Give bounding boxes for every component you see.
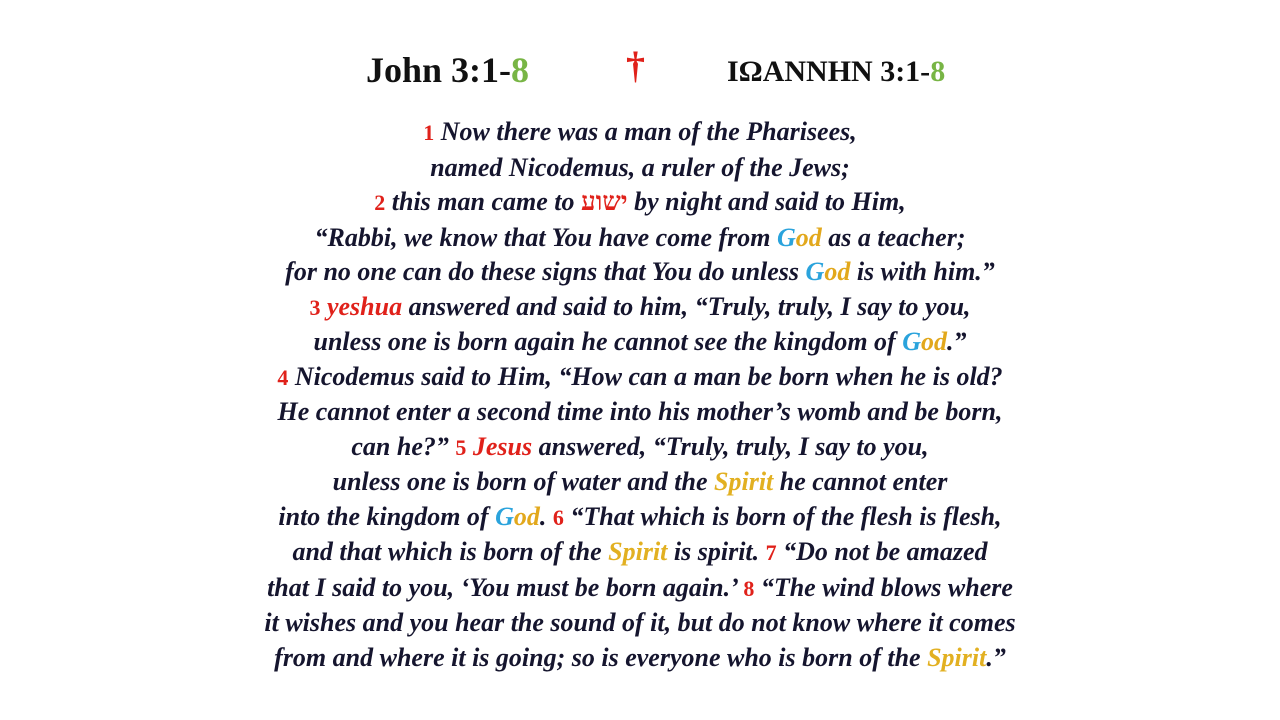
verse-number: 1 xyxy=(423,120,435,145)
title-english-end: 8 xyxy=(511,50,530,90)
passage-text: by night and said to Him, xyxy=(627,187,906,216)
passage-text: He cannot enter a second time into his mother’s womb and be born, xyxy=(277,397,1003,426)
god-word: God xyxy=(902,327,947,356)
passage-text: that I said to you, ‘You must be born again.’ xyxy=(267,572,744,602)
passage-text: is spirit. xyxy=(667,537,766,566)
passage-line-8 xyxy=(0,360,1280,396)
passage-text: answered, “Truly, truly, I say to you, xyxy=(532,431,929,461)
cross-icon: † xyxy=(626,45,645,87)
passage-text: unless one is born of water and the xyxy=(332,467,715,496)
passage-line-16 xyxy=(0,641,1280,676)
hebrew-name: ישוע xyxy=(581,187,628,216)
passage-text: .” xyxy=(946,327,967,356)
passage-line-13 xyxy=(0,535,1280,571)
passage-line-6 xyxy=(0,290,1280,326)
passage-text: unless one is born again he cannot see the kingdom of xyxy=(313,327,903,356)
passage-line-5 xyxy=(0,255,1280,290)
passage-text: he cannot enter xyxy=(773,467,948,496)
passage-text: Nicodemus said to Him, “How can a man be born when he is old? xyxy=(288,361,1003,391)
passage-line-10 xyxy=(0,430,1280,466)
passage-text: as a teacher; xyxy=(821,222,966,252)
verse-number: 8 xyxy=(743,575,755,601)
verse-number: 3 xyxy=(309,294,321,320)
spirit-word: Spirit xyxy=(608,537,668,566)
passage-text: from and where it is going; so is everyone who is born of the xyxy=(274,642,928,672)
god-word: God xyxy=(805,257,851,286)
passage-text: .” xyxy=(986,642,1006,672)
yeshua-name: yeshua xyxy=(320,291,403,321)
passage-text: for no one can do these signs that You do unless xyxy=(285,257,806,286)
title-greek-text: ΙΩΑΝΝΗΝ 3:1- xyxy=(727,55,931,88)
passage-text: it wishes and you hear the sound of it, but do not know where it comes xyxy=(264,608,1016,637)
passage-text: is with him.” xyxy=(850,257,995,286)
verse-number: 2 xyxy=(374,190,386,215)
passage-line-4 xyxy=(0,221,1280,256)
passage-line-11 xyxy=(0,465,1280,500)
passage-text: into the kingdom of xyxy=(278,501,496,531)
passage-line-7 xyxy=(0,325,1280,360)
passage-text: named Nicodemus, a ruler of the Jews; xyxy=(430,152,850,182)
spirit-word: Spirit xyxy=(714,467,774,496)
title-greek xyxy=(727,52,945,92)
scripture-passage xyxy=(0,115,1280,675)
passage-line-14 xyxy=(0,571,1280,607)
verse-number: 4 xyxy=(277,364,289,390)
passage-text: and that which is born of the xyxy=(292,537,609,566)
god-word: God xyxy=(777,222,822,252)
verse-number: 7 xyxy=(765,540,777,565)
passage-text: “Rabbi, we know that You have come from xyxy=(314,222,777,252)
jesus-name: Jesus xyxy=(466,431,533,461)
passage-text: “The wind blows where xyxy=(754,572,1013,602)
title-english xyxy=(366,48,529,92)
passage-text: this man came to xyxy=(385,187,582,216)
verse-number: 6 xyxy=(552,504,564,530)
spirit-word: Spirit xyxy=(927,642,987,672)
passage-line-2 xyxy=(0,151,1280,186)
passage-text: Now there was a man of the Pharisees, xyxy=(434,117,857,146)
passage-line-9 xyxy=(0,395,1280,430)
passage-text: . xyxy=(539,501,553,531)
title-english-text: John 3:1- xyxy=(366,50,512,90)
god-word: God xyxy=(495,501,540,531)
header xyxy=(0,45,1280,98)
passage-text: can he?” xyxy=(351,431,456,461)
passage-line-1 xyxy=(0,115,1280,151)
passage-text: “Do not be amazed xyxy=(776,537,988,566)
verse-number: 5 xyxy=(455,434,467,460)
passage-line-15 xyxy=(0,606,1280,641)
passage-text: answered and said to him, “Truly, truly, I say to you, xyxy=(402,291,971,321)
passage-text: “That which is born of the flesh is flesh, xyxy=(563,501,1002,531)
passage-line-12 xyxy=(0,500,1280,536)
passage-line-3 xyxy=(0,185,1280,221)
title-greek-end: 8 xyxy=(930,55,946,88)
